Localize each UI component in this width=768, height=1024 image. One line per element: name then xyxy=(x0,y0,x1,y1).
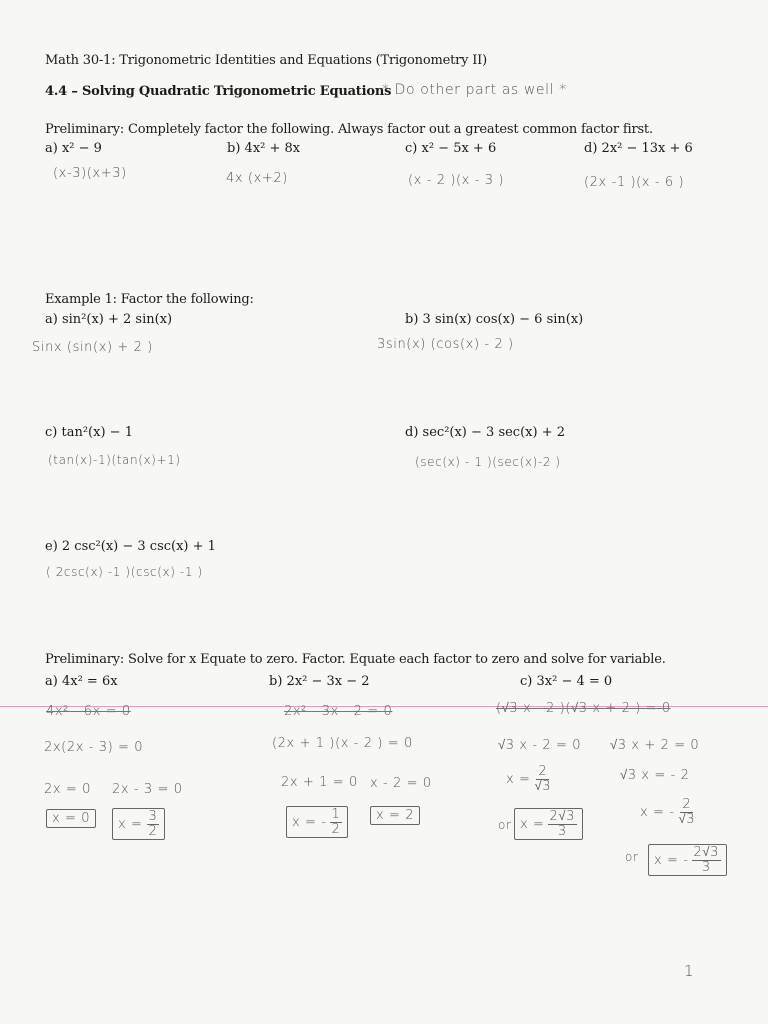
example1-item-c xyxy=(45,425,133,440)
prelim2-instruction: Preliminary: Solve for x Equate to zero. Factor. Equate each factor to zero and solve for variable. xyxy=(45,652,666,667)
denominator: √3 xyxy=(678,811,696,827)
prelim2-item-c xyxy=(520,674,612,689)
work-b-line4: x - 2 = 0 xyxy=(370,776,432,791)
denominator: √3 xyxy=(534,778,552,794)
prelim1-item-b xyxy=(227,141,300,156)
example1-answer-d: (sec(x) - 1 )(sec(x)-2 ) xyxy=(415,455,561,469)
item-expr: x² − 9 xyxy=(61,141,102,156)
answer-b-2: x = 2 xyxy=(370,806,420,825)
section-title: 4.4 – Solving Quadratic Trigonometric Equations xyxy=(45,84,392,99)
item-expr: 3x² − 4 = 0 xyxy=(536,674,613,689)
prelim1-item-d xyxy=(584,141,693,156)
example1-answer-b: 3sin(x) (cos(x) - 2 ) xyxy=(377,337,514,352)
example1-answer-e: ( 2csc(x) -1 )(csc(x) -1 ) xyxy=(46,565,203,579)
item-expr: 2x² − 13x + 6 xyxy=(601,141,693,156)
item-label: a) xyxy=(45,141,58,156)
answer-c-2 xyxy=(648,844,727,876)
denominator: 3 xyxy=(701,859,711,875)
handwritten-note: * Do other part as well * xyxy=(382,82,567,98)
item-label: e) xyxy=(45,539,58,554)
item-label: b) xyxy=(405,312,419,327)
item-expr: 2x² − 3x − 2 xyxy=(286,674,370,689)
prelim1-answer-d: (2x -1 )(x - 6 ) xyxy=(584,175,685,190)
work-b-line2: (2x + 1 )(x - 2 ) = 0 xyxy=(272,736,413,751)
numerator: 2 xyxy=(538,764,548,779)
item-label: c) xyxy=(520,674,533,689)
or-label-1: or xyxy=(498,818,512,832)
denominator: 2 xyxy=(148,823,158,839)
work-c-frac1 xyxy=(506,765,551,793)
answer-a-1: x = 0 xyxy=(46,809,96,828)
prelim2-item-b xyxy=(269,674,370,689)
work-a-line2: 2x(2x - 3) = 0 xyxy=(44,740,144,755)
denominator: 2 xyxy=(331,821,341,837)
item-expr: 4x² = 6x xyxy=(61,674,118,689)
numerator: 1 xyxy=(331,807,341,822)
fraction xyxy=(330,808,343,836)
numerator: 2 xyxy=(682,797,692,812)
item-expr: 4x² + 8x xyxy=(244,141,301,156)
numerator: 2√3 xyxy=(549,809,576,824)
example1-answer-a: Sinx (sin(x) + 2 ) xyxy=(32,340,153,355)
example1-item-a xyxy=(45,312,172,327)
prelim1-item-c xyxy=(405,141,496,156)
fraction xyxy=(548,810,577,838)
item-label: b) xyxy=(227,141,241,156)
item-expr: sin²(x) + 2 sin(x) xyxy=(61,312,173,327)
prelim1-answer-b: 4x (x+2) xyxy=(226,171,288,186)
work-a-line1: 4x² - 6x = 0 xyxy=(46,704,131,719)
item-label: d) xyxy=(405,425,419,440)
or-label-2: or xyxy=(625,850,639,864)
fraction-lhs: x = - xyxy=(640,804,675,820)
example1-item-d xyxy=(405,425,565,440)
answer-lhs: x = xyxy=(118,816,143,832)
page-number: 1 xyxy=(684,962,695,980)
item-expr: tan²(x) − 1 xyxy=(61,425,133,440)
page-title: Math 30-1: Trigonometric Identities and Equations (Trigonometry II) xyxy=(45,53,487,68)
answer-lhs: x = xyxy=(520,816,545,832)
item-label: d) xyxy=(584,141,598,156)
work-c-line2: √3 x - 2 = 0 xyxy=(498,738,582,753)
work-c-line1: (√3 x - 2 )(√3 x + 2 ) = 0 xyxy=(496,701,671,716)
fraction xyxy=(535,765,552,793)
answer-c-1 xyxy=(514,808,583,840)
denominator: 3 xyxy=(557,823,567,839)
answer-b-1 xyxy=(286,806,348,838)
example1-item-e xyxy=(45,539,216,554)
answer-lhs: x = - xyxy=(654,852,689,868)
item-label: a) xyxy=(45,674,58,689)
example1-answer-c: (tan(x)-1)(tan(x)+1) xyxy=(48,453,181,467)
prelim1-answer-a: (x-3)(x+3) xyxy=(53,166,127,181)
answer-lhs: x = - xyxy=(292,814,327,830)
fraction xyxy=(679,798,696,826)
work-a-line3: 2x = 0 xyxy=(44,782,91,797)
prelim2-item-a xyxy=(45,674,118,689)
item-expr: sec²(x) − 3 sec(x) + 2 xyxy=(422,425,565,440)
numerator: 3 xyxy=(148,809,158,824)
fraction xyxy=(692,846,721,874)
numerator: 2√3 xyxy=(693,845,720,860)
prelim1-item-a xyxy=(45,141,102,156)
fraction-lhs: x = xyxy=(506,771,531,787)
work-c-line3: √3 x + 2 = 0 xyxy=(610,738,700,753)
prelim1-instruction: Preliminary: Completely factor the following. Always factor out a greatest common factor first. xyxy=(45,122,653,137)
example1-item-b xyxy=(405,312,583,327)
fraction xyxy=(147,810,160,838)
prelim1-answer-c: (x - 2 )(x - 3 ) xyxy=(408,173,504,188)
item-label: c) xyxy=(405,141,418,156)
item-expr: x² − 5x + 6 xyxy=(421,141,497,156)
example1-heading: Example 1: Factor the following: xyxy=(45,292,254,307)
work-b-line3: 2x + 1 = 0 xyxy=(281,775,358,790)
item-label: a) xyxy=(45,312,58,327)
work-a-line4: 2x - 3 = 0 xyxy=(112,782,183,797)
item-expr: 2 csc²(x) − 3 csc(x) + 1 xyxy=(61,539,216,554)
work-c-line4: √3 x = - 2 xyxy=(620,768,690,783)
item-label: c) xyxy=(45,425,58,440)
work-c-frac2 xyxy=(640,798,695,826)
work-b-line1: 2x² - 3x - 2 = 0 xyxy=(284,704,393,719)
item-expr: 3 sin(x) cos(x) − 6 sin(x) xyxy=(422,312,584,327)
answer-a-2 xyxy=(112,808,165,840)
item-label: b) xyxy=(269,674,283,689)
